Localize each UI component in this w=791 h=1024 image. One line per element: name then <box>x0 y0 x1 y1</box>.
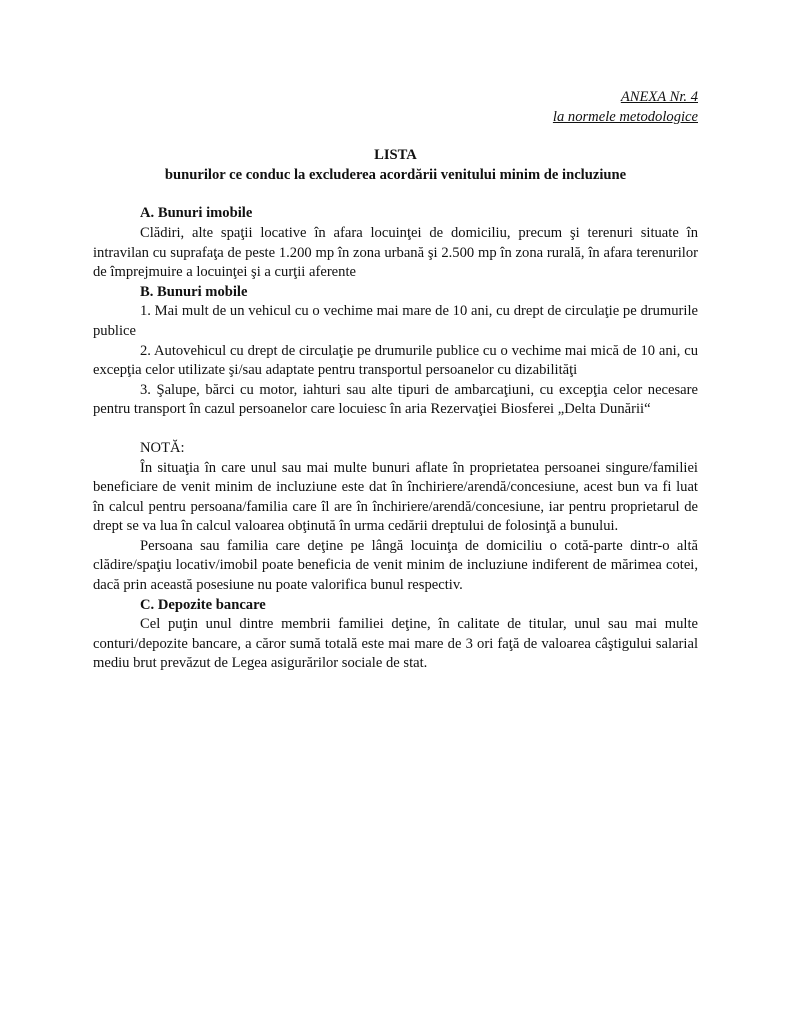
annex-number: ANEXA Nr. 4 <box>620 89 698 105</box>
section-a-heading: A. Bunuri imobile <box>140 205 253 222</box>
annex-subtitle: la normele metodologice <box>552 108 698 125</box>
section-a-text: Clădiri, alte spaţii locative în afara locuinţei de domiciliu, precum şi terenuri situate în intravilan cu suprafaţa de peste 1.200 mp în zona urbană şi 2.500 mp în zona rurală, în afara terenurilor de împrejmuire a locuinţei şi a curţii aferente <box>93 224 698 281</box>
section-c-text: Cel puţin unul dintre membrii familiei deţine, în calitate de titular, unul sau mai multe conturi/depozite bancare, a căror sumă totală este mai mare de 3 ori faţă de valoarea câştigului salarial mediu brut prevăzut de Legea asigurărilor sociale de stat. <box>93 616 698 672</box>
nota-paragraph-2: Persoana sau familia care deţine pe lângă locuinţa de domiciliu o cotă-parte dintr-o altă clădire/spaţiu locativ/imobil poate beneficia de venit minim de incluziune indiferent de mărimea cotei, dacă prin această posesiune nu poate valorifica bunul respectiv. <box>93 537 698 594</box>
section-b-item-1: 1. Mai mult de un vehicul cu o vechime mai mare de 10 ani, cu drept de circulaţie pe drumurile publice <box>93 303 698 339</box>
section-a <box>93 204 698 282</box>
section-c <box>93 596 698 674</box>
nota-label: NOTĂ: <box>140 439 185 456</box>
section-b <box>93 283 698 420</box>
section-b-heading: B. Bunuri mobile <box>140 283 248 300</box>
annex-reference <box>93 88 698 127</box>
section-c-heading: C. Depozite bancare <box>140 596 266 613</box>
section-b-item-2: 2. Autovehicul cu drept de circulaţie pe drumurile publice cu o vechime mai mică de 10 ani, cu excepţia celor utilizate şi/sau adaptate pentru transportul persoanelor cu dizabilităţi <box>93 342 698 379</box>
document-title <box>93 146 698 185</box>
nota-paragraph-1: În situaţia în care unul sau mai multe bunuri aflate în proprietatea persoanei singure/familiei beneficiare de venit minim de incluziune este dat în închiriere/arendă/concesiune, acest bun va fi luat în calcul pentru persoana/familia care îl are în închiriere/arendă/concesiune, iar pentru proprietarul de drept se va lua în calcul valoarea obţinută în urma cedării dreptului de folosinţă a bunului. <box>93 459 698 535</box>
document-page <box>93 88 698 674</box>
title-main: LISTA <box>374 147 417 164</box>
nota-section <box>93 439 698 596</box>
section-b-item-3: 3. Şalupe, bărci cu motor, iahturi sau alte tipuri de ambarcaţiuni, cu excepţia celor necesare pentru transport în cazul persoanelor care locuiesc în aria Rezervaţiei Biosferei „Delta Dunării“ <box>93 381 698 418</box>
title-subtitle: bunurilor ce conduc la excluderea acordării venitului minim de incluziune <box>164 166 627 183</box>
